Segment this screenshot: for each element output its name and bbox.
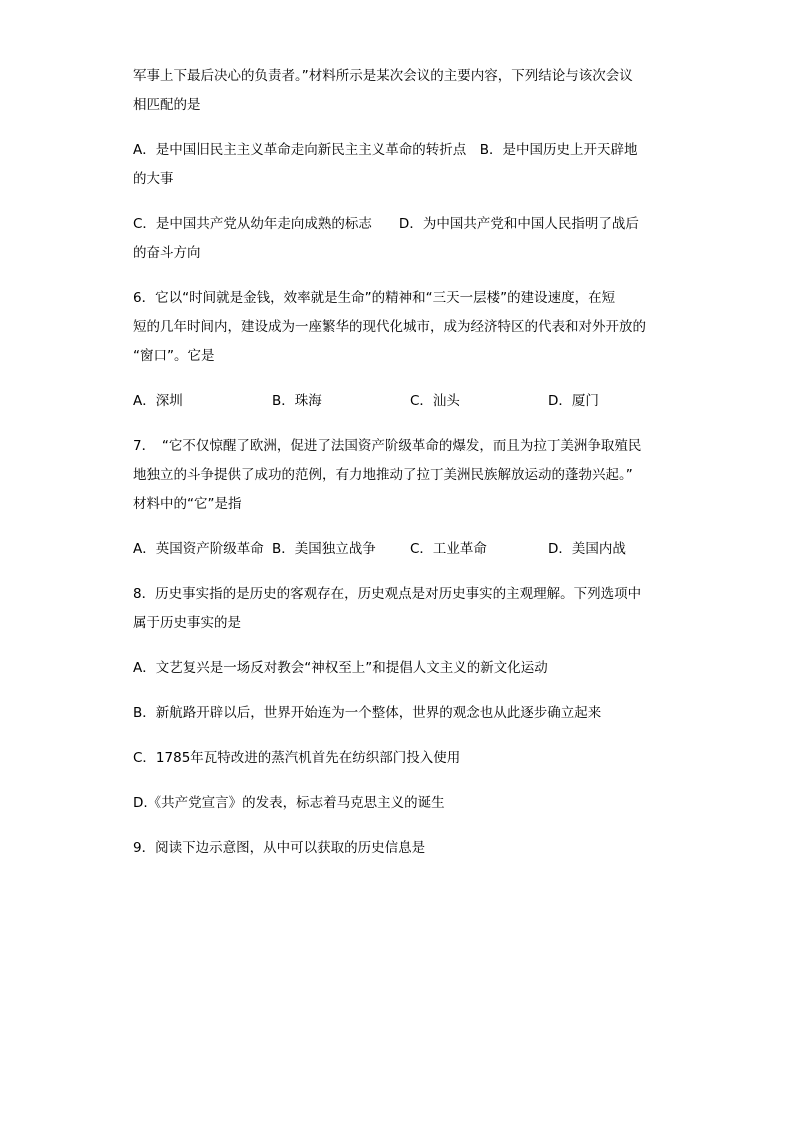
q9-stem-line-1: 9．阅读下边示意图，从中可以获取的历史信息是 [133,840,426,856]
q5-option-cd-line-1: C．是中国共产党从幼年走向成熟的标志 D．为中国共产党和中国人民指明了战后 [133,216,639,232]
q7-stem-line-2: 地独立的斗争提供了成功的范例，有力地推动了拉丁美洲民族解放运动的蓬勃兴起。” [133,467,633,483]
q7-option-b: B．美国独立战争 [272,541,376,557]
q5-stem-line-2: 相匹配的是 [133,97,201,113]
q6-stem-line-3: “窗口”。它是 [133,348,215,364]
q5-option-cd-line-2: 的奋斗方向 [133,245,201,261]
q6-option-d: D．厦门 [548,393,599,409]
q7-option-c: C．工业革命 [410,541,487,557]
q7-option-d: D．美国内战 [548,541,626,557]
q5-stem-line-1: 军事上下最后决心的负责者。”材料所示是某次会议的主要内容，下列结论与该次会议 [133,68,633,84]
q7-options [133,535,673,564]
q7-stem-line-3: 材料中的“它”是指 [133,496,242,512]
q7-stem-line-1: 7． “它不仅惊醒了欧洲，促进了法国资产阶级革命的爆发，而且为拉丁美洲争取殖民 [133,438,642,454]
q8-stem-line-2: 属于历史事实的是 [133,615,241,631]
q5-option-ab-line-1: A．是中国旧民主主义革命走向新民主主义革命的转折点 B．是中国历史上开天辟地 [133,142,638,158]
q6-option-c: C．汕头 [410,393,460,409]
q8-option-d: D.《共产党宣言》的发表，标志着马克思主义的诞生 [133,795,445,811]
q8-option-c: C．1785年瓦特改进的蒸汽机首先在纺织部门投入使用 [133,750,461,766]
q6-stem-line-1: 6．它以“时间就是金钱，效率就是生命”的精神和“三天一层楼”的建设速度，在短 [133,290,616,306]
q5-option-ab-line-2: 的大事 [133,171,174,187]
q6-option-b: B．珠海 [272,393,322,409]
q6-stem-line-2: 短的几年时间内，建设成为一座繁华的现代化城市，成为经济特区的代表和对外开放的 [133,319,646,335]
q8-option-a: A．文艺复兴是一场反对教会“神权至上”和提倡人文主义的新文化运动 [133,660,548,676]
q6-option-a: A．深圳 [133,393,183,409]
q7-option-a: A．英国资产阶级革命 [133,541,264,557]
q6-options [133,387,673,416]
q8-option-b: B．新航路开辟以后，世界开始连为一个整体，世界的观念也从此逐步确立起来 [133,705,602,721]
document-page [133,62,673,863]
q8-stem-line-1: 8．历史事实指的是历史的客观存在，历史观点是对历史事实的主观理解。下列选项中 [133,586,642,602]
